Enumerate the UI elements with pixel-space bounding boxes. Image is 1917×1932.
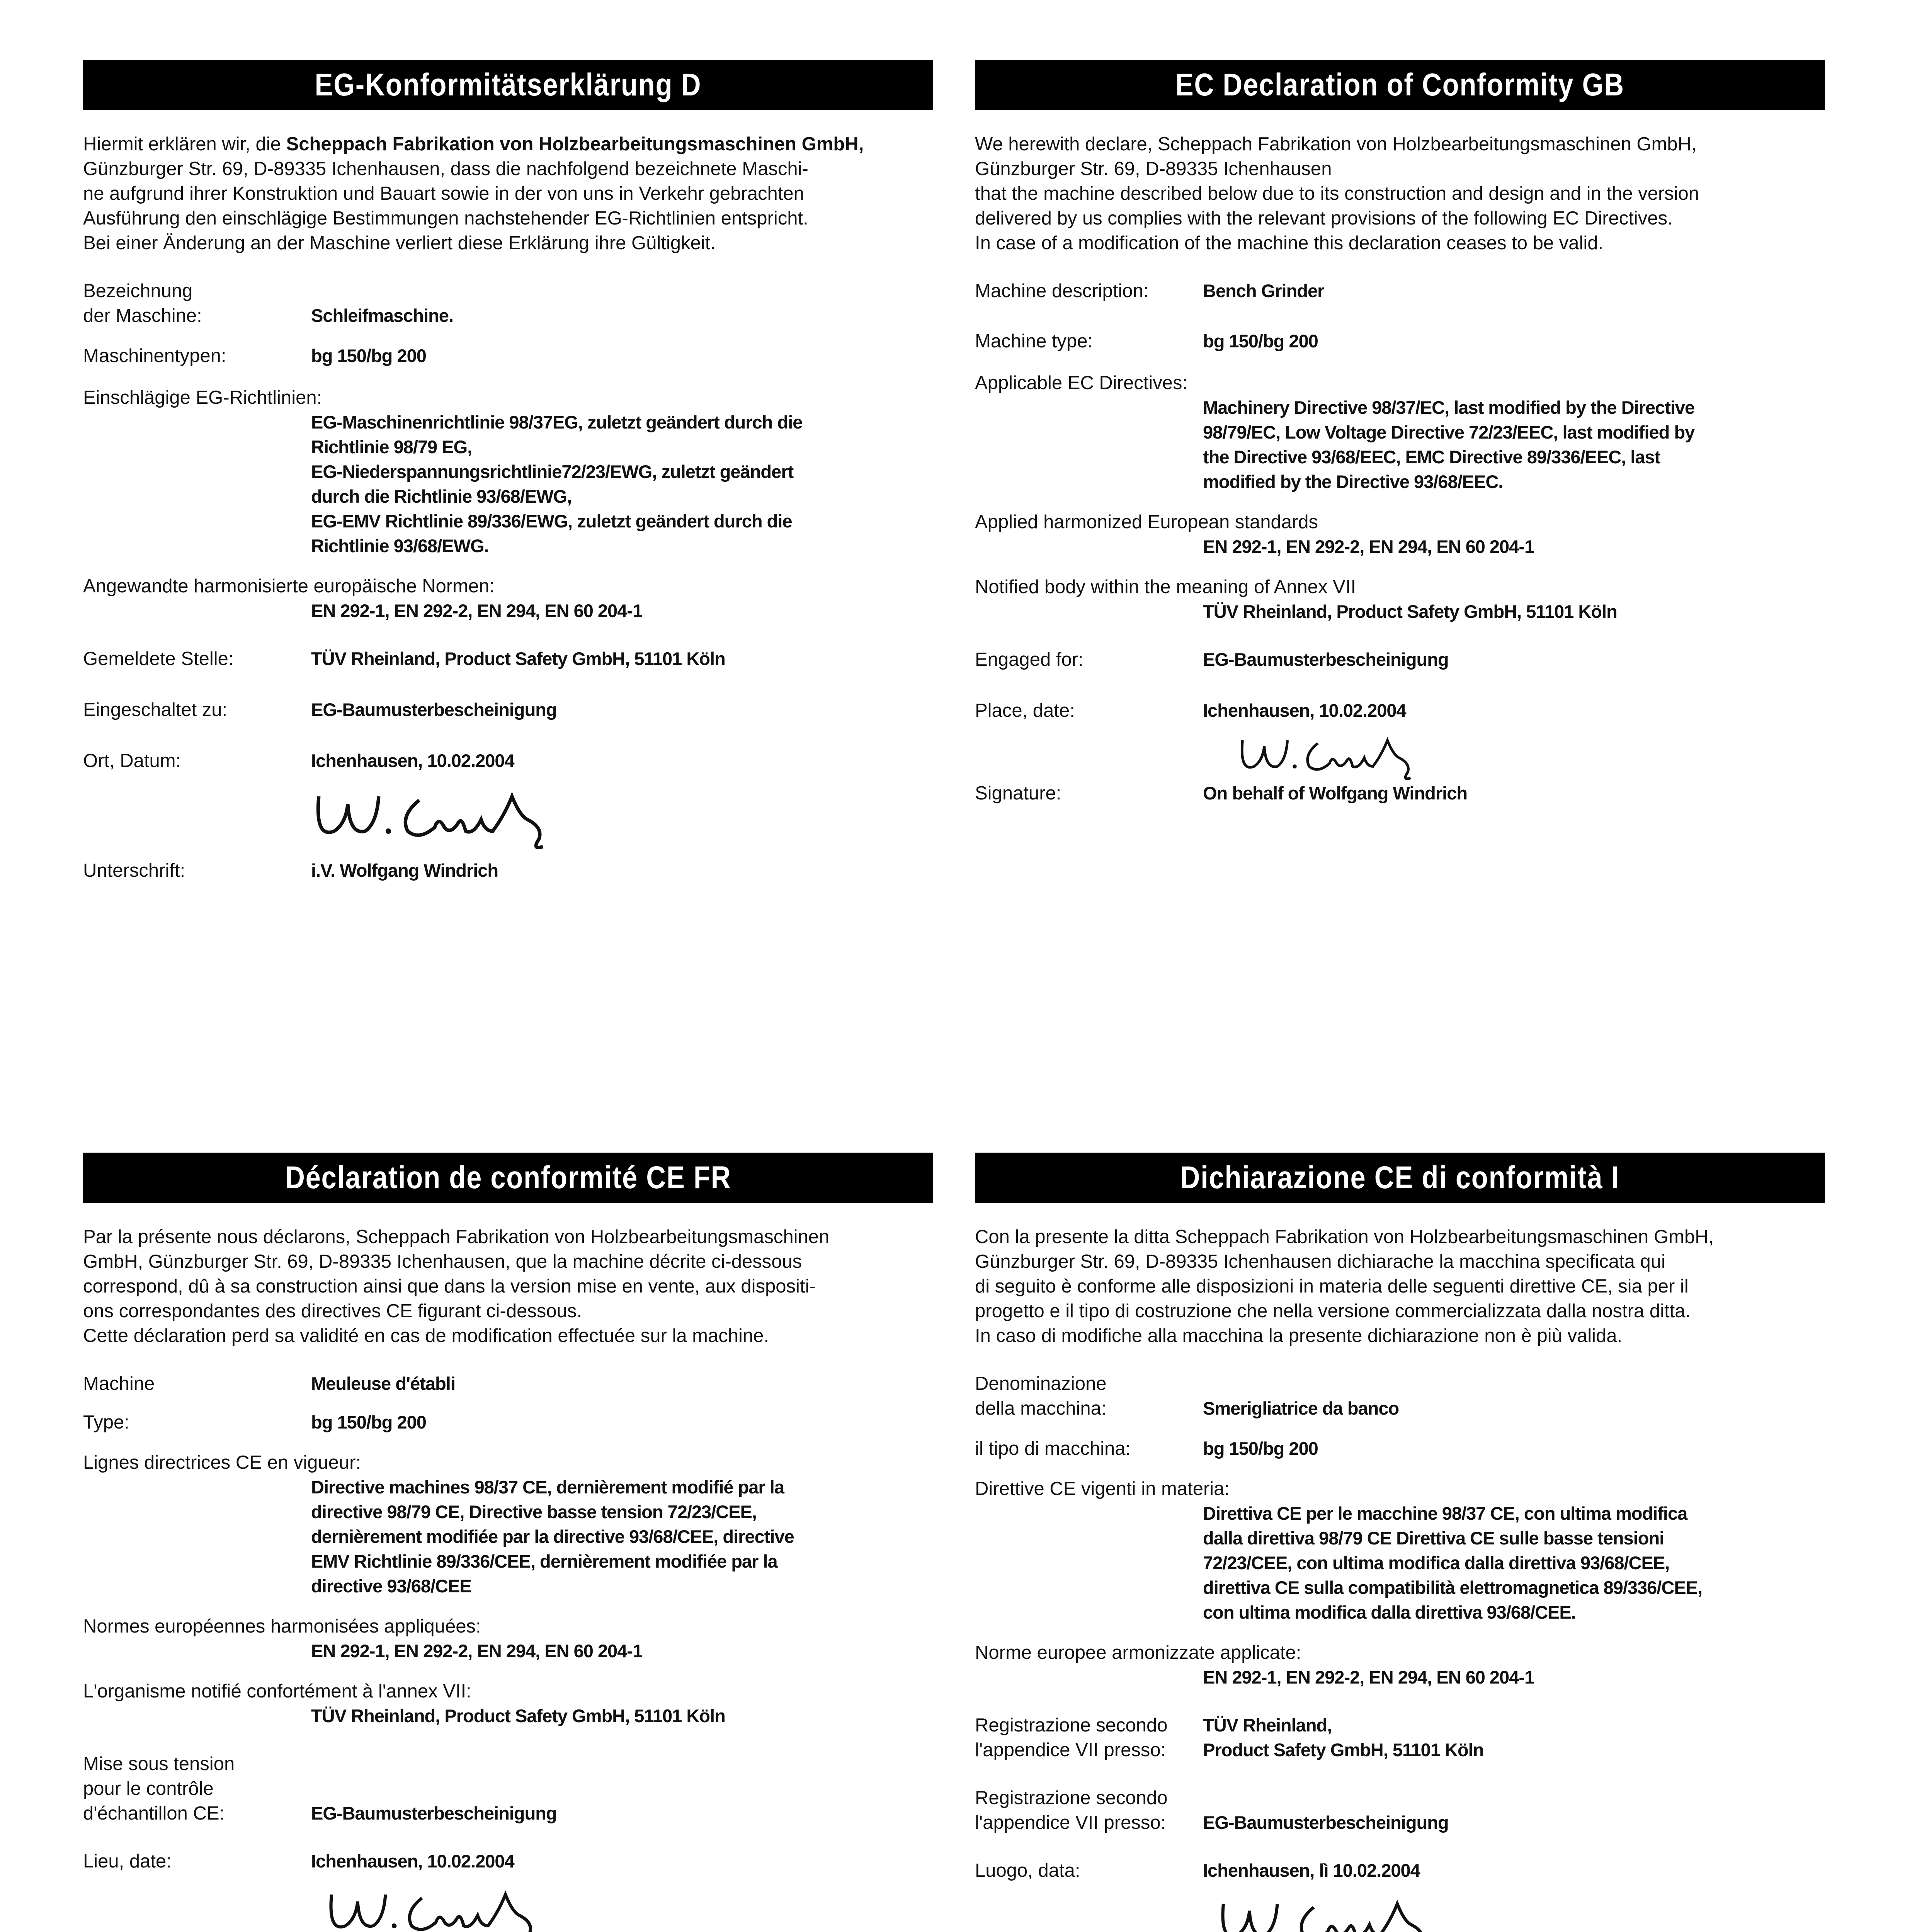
place-date-value: Ichenhausen, lì 10.02.2004 — [1203, 1860, 1420, 1881]
machine-label: Machine description: — [975, 281, 1149, 301]
norms-value: EN 292-1, EN 292-2, EN 294, EN 60 204-1 — [311, 600, 643, 621]
signature-row — [83, 858, 933, 883]
norms-label: Angewandte harmonisierte europäische Normen: — [83, 576, 495, 597]
norms-value: EN 292-1, EN 292-2, EN 294, EN 60 204-1 — [311, 1641, 643, 1661]
machine-value: Schleifmaschine. — [311, 305, 453, 326]
norms-row — [975, 510, 1825, 559]
types-value: bg 150/bg 200 — [311, 345, 426, 366]
directives-value: Direttiva CE per le macchine 98/37 CE, con ultima modifica dalla direttiva 98/79 CE Direttiva CE sulle basse tensioni 72/23/CEE, con ultima modifica dalla direttiva 93/68/CEE, direttiva CE sulla compatibilità elettromagnetica 89/336/CEE, con ultima modifica dalla direttiva 93/68/CEE. — [1203, 1503, 1703, 1622]
directives-label: Lignes directrices CE en vigueur: — [83, 1452, 361, 1473]
engaged-row — [83, 1752, 933, 1826]
engaged-value: EG-Baumusterbescheinigung — [311, 699, 557, 720]
types-value: bg 150/bg 200 — [1203, 1438, 1318, 1459]
signature-image — [311, 1874, 933, 1932]
machine-row — [975, 1371, 1825, 1421]
directives-value: Machinery Directive 98/37/EC, last modified by the Directive 98/79/EC, Low Voltage Directive 72/23/EEC, last modified by the Directive 93/68/EEC, EMC Directive 89/336/EEC, last modified by the Directive 93/68/EEC. — [1203, 397, 1695, 492]
place-date-label: Place, date: — [975, 700, 1075, 721]
directives-row — [975, 371, 1825, 494]
declaration-de — [83, 60, 933, 883]
notified-body-value: TÜV Rheinland, Product Safety GmbH, 51101 Köln — [1203, 1715, 1484, 1760]
notified-body-value: TÜV Rheinland, Product Safety GmbH, 51101 Köln — [311, 1706, 725, 1726]
notified-body-label: L'organisme notifié confortément à l'annex VII: — [83, 1681, 471, 1702]
place-date-row — [83, 1849, 933, 1874]
signature-row — [975, 781, 1825, 806]
declaration-fr — [83, 1153, 933, 1932]
place-date-row — [83, 748, 933, 773]
norms-value: EN 292-1, EN 292-2, EN 294, EN 60 204-1 — [1203, 1667, 1534, 1687]
norms-row — [83, 1614, 933, 1663]
engaged-label: Mise sous tension pour le contrôle d'échantillon CE: — [83, 1753, 235, 1824]
machine-label: Machine — [83, 1373, 155, 1394]
signature-image — [311, 773, 933, 850]
intro-text: Hiermit erklären wir, die Scheppach Fabrikation von Holzbearbeitungsmaschinen GmbH, Günzburger Str. 69, D-89335 Ichenhausen, dass die nachfolgend bezeichnete Maschi- ne aufgrund ihrer Konstruktion und Bauart sowie in der von uns in Verkehr gebrachten Ausführung den einschlägige Bestimmungen nachstehender EG-Richtlinien entspricht. Bei einer Änderung an der Maschine verliert diese Erklärung ihre Gültigkeit. — [83, 134, 864, 253]
notified-body-row — [83, 1679, 933, 1728]
machine-label: Denominazione della macchina: — [975, 1373, 1107, 1419]
engaged-value: EG-Baumusterbescheinigung — [1203, 1812, 1449, 1833]
directives-row — [83, 1450, 933, 1599]
directives-label: Direttive CE vigenti in materia: — [975, 1478, 1230, 1499]
machine-row — [975, 279, 1825, 303]
types-row — [83, 1410, 933, 1435]
norms-label: Normes européennes harmonisées appliquées: — [83, 1616, 481, 1637]
notified-body-row — [83, 646, 933, 671]
place-date-value: Ichenhausen, 10.02.2004 — [311, 1851, 514, 1871]
types-label: Machine type: — [975, 331, 1093, 352]
signature-label: Signature: — [975, 783, 1061, 804]
norms-label: Norme europee armonizzate applicate: — [975, 1642, 1301, 1663]
types-label: Type: — [83, 1412, 129, 1433]
section-title: Déclaration de conformité CE FR — [83, 1153, 933, 1203]
norms-label: Applied harmonized European standards — [975, 512, 1318, 532]
engaged-label: Eingeschaltet zu: — [83, 699, 228, 720]
norms-row — [83, 574, 933, 623]
section-title: EC Declaration of Conformity GB — [975, 60, 1825, 110]
place-date-row — [975, 698, 1825, 723]
types-label: Maschinentypen: — [83, 345, 226, 366]
notified-body-label: Notified body within the meaning of Annex VII — [975, 577, 1356, 597]
place-date-label: Ort, Datum: — [83, 750, 181, 771]
intro-text: We herewith declare, Scheppach Fabrikation von Holzbearbeitungsmaschinen GmbH, Günzburger Str. 69, D-89335 Ichenhausen that the machine described below due to its construction and design and in the version delivered by us complies with the relevant provisions of the following EC Directives. In case of a modification of the machine this declaration ceases to be valid. — [975, 134, 1699, 253]
types-row — [975, 1436, 1825, 1461]
machine-row — [83, 1371, 933, 1396]
signature-value: On behalf of Wolfgang Windrich — [1203, 783, 1468, 803]
directives-row — [975, 1476, 1825, 1625]
signature-label: Unterschrift: — [83, 860, 185, 881]
declaration-gb — [975, 60, 1825, 806]
place-date-label: Luogo, data: — [975, 1860, 1080, 1881]
section-title: Dichiarazione CE di conformità I — [975, 1153, 1825, 1203]
machine-row — [83, 279, 933, 328]
engaged-value: EG-Baumusterbescheinigung — [1203, 649, 1449, 670]
section-title: EG-Konformitätserklärung D — [83, 60, 933, 110]
place-date-value: Ichenhausen, 10.02.2004 — [311, 750, 514, 771]
types-label: il tipo di macchina: — [975, 1438, 1131, 1459]
machine-value: Bench Grinder — [1203, 281, 1324, 301]
engaged-row — [83, 697, 933, 722]
notified-body-value: TÜV Rheinland, Product Safety GmbH, 51101 Köln — [1203, 601, 1617, 622]
signature-value: i.V. Wolfgang Windrich — [311, 860, 498, 881]
place-date-label: Lieu, date: — [83, 1851, 172, 1872]
engaged-value: EG-Baumusterbescheinigung — [311, 1803, 557, 1823]
machine-value: Meuleuse d'établi — [311, 1373, 455, 1394]
intro-text: Con la presente la ditta Scheppach Fabrikation von Holzbearbeitungsmaschinen GmbH, Günzburger Str. 69, D-89335 Ichenhausen dichiarache la macchina specificata qui di seguito è conforme alle disposizioni in materia delle seguenti direttive CE, sia per il progetto e il tipo di costruzione che nella versione commercializzata dalla nostra ditta. In caso di modifiche alla macchina la presente dichiarazione non è più valida. — [975, 1226, 1714, 1346]
types-row — [83, 344, 933, 368]
notified-body-label: Registrazione secondo l'appendice VII presso: — [975, 1715, 1168, 1760]
engaged-row — [975, 647, 1825, 672]
machine-label: Bezeichnung der Maschine: — [83, 281, 202, 326]
engaged-row — [975, 1786, 1825, 1835]
machine-value: Smerigliatrice da banco — [1203, 1398, 1399, 1418]
notified-body-value: TÜV Rheinland, Product Safety GmbH, 51101 Köln — [311, 648, 725, 669]
place-date-row — [975, 1858, 1825, 1883]
notified-body-row — [975, 575, 1825, 624]
place-date-value: Ichenhausen, 10.02.2004 — [1203, 700, 1406, 721]
notified-body-label: Gemeldete Stelle: — [83, 648, 234, 669]
types-value: bg 150/bg 200 — [1203, 331, 1318, 351]
types-row — [975, 329, 1825, 354]
intro-text: Par la présente nous déclarons, Scheppach Fabrikation von Holzbearbeitungsmaschinen GmbH, Günzburger Str. 69, D-89335 Ichenhausen, que la machine décrite ci-dessous correspond, dû à sa construction ainsi que dans la version mise en vente, aux dispositi- ons correspondantes des directives CE figurant ci-dessous. Cette déclaration perd sa validité en cas de modification effectuée sur la machine. — [83, 1226, 830, 1346]
norms-value: EN 292-1, EN 292-2, EN 294, EN 60 204-1 — [1203, 536, 1534, 557]
signature-image — [1203, 1883, 1825, 1932]
directives-label: Einschlägige EG-Richtlinien: — [83, 387, 322, 408]
engaged-label: Engaged for: — [975, 649, 1084, 670]
directives-row — [83, 385, 933, 558]
norms-row — [975, 1640, 1825, 1690]
engaged-label: Registrazione secondo l'appendice VII presso: — [975, 1787, 1168, 1833]
directives-value: Directive machines 98/37 CE, dernièrement modifié par la directive 98/79 CE, Directive basse tension 72/23/CEE, dernièrement modifiée par la directive 93/68/CEE, directive EMV Richtlinie 89/336/CEE, dernièrement modifiée par la directive 93/68/CEE — [311, 1477, 794, 1596]
directives-label: Applicable EC Directives: — [975, 372, 1188, 393]
signature-image — [1203, 723, 1825, 773]
declaration-it — [975, 1153, 1825, 1932]
directives-value: EG-Maschinenrichtlinie 98/37EG, zuletzt geändert durch die Richtlinie 98/79 EG, EG-Niederspannungsrichtlinie72/23/EWG, zuletzt geändert durch die Richtlinie 93/68/EWG, EG-EMV Richtlinie 89/336/EWG, zuletzt geändert durch die Richtlinie 93/68/EWG. — [311, 412, 803, 556]
types-value: bg 150/bg 200 — [311, 1412, 426, 1432]
notified-body-row — [975, 1713, 1825, 1762]
